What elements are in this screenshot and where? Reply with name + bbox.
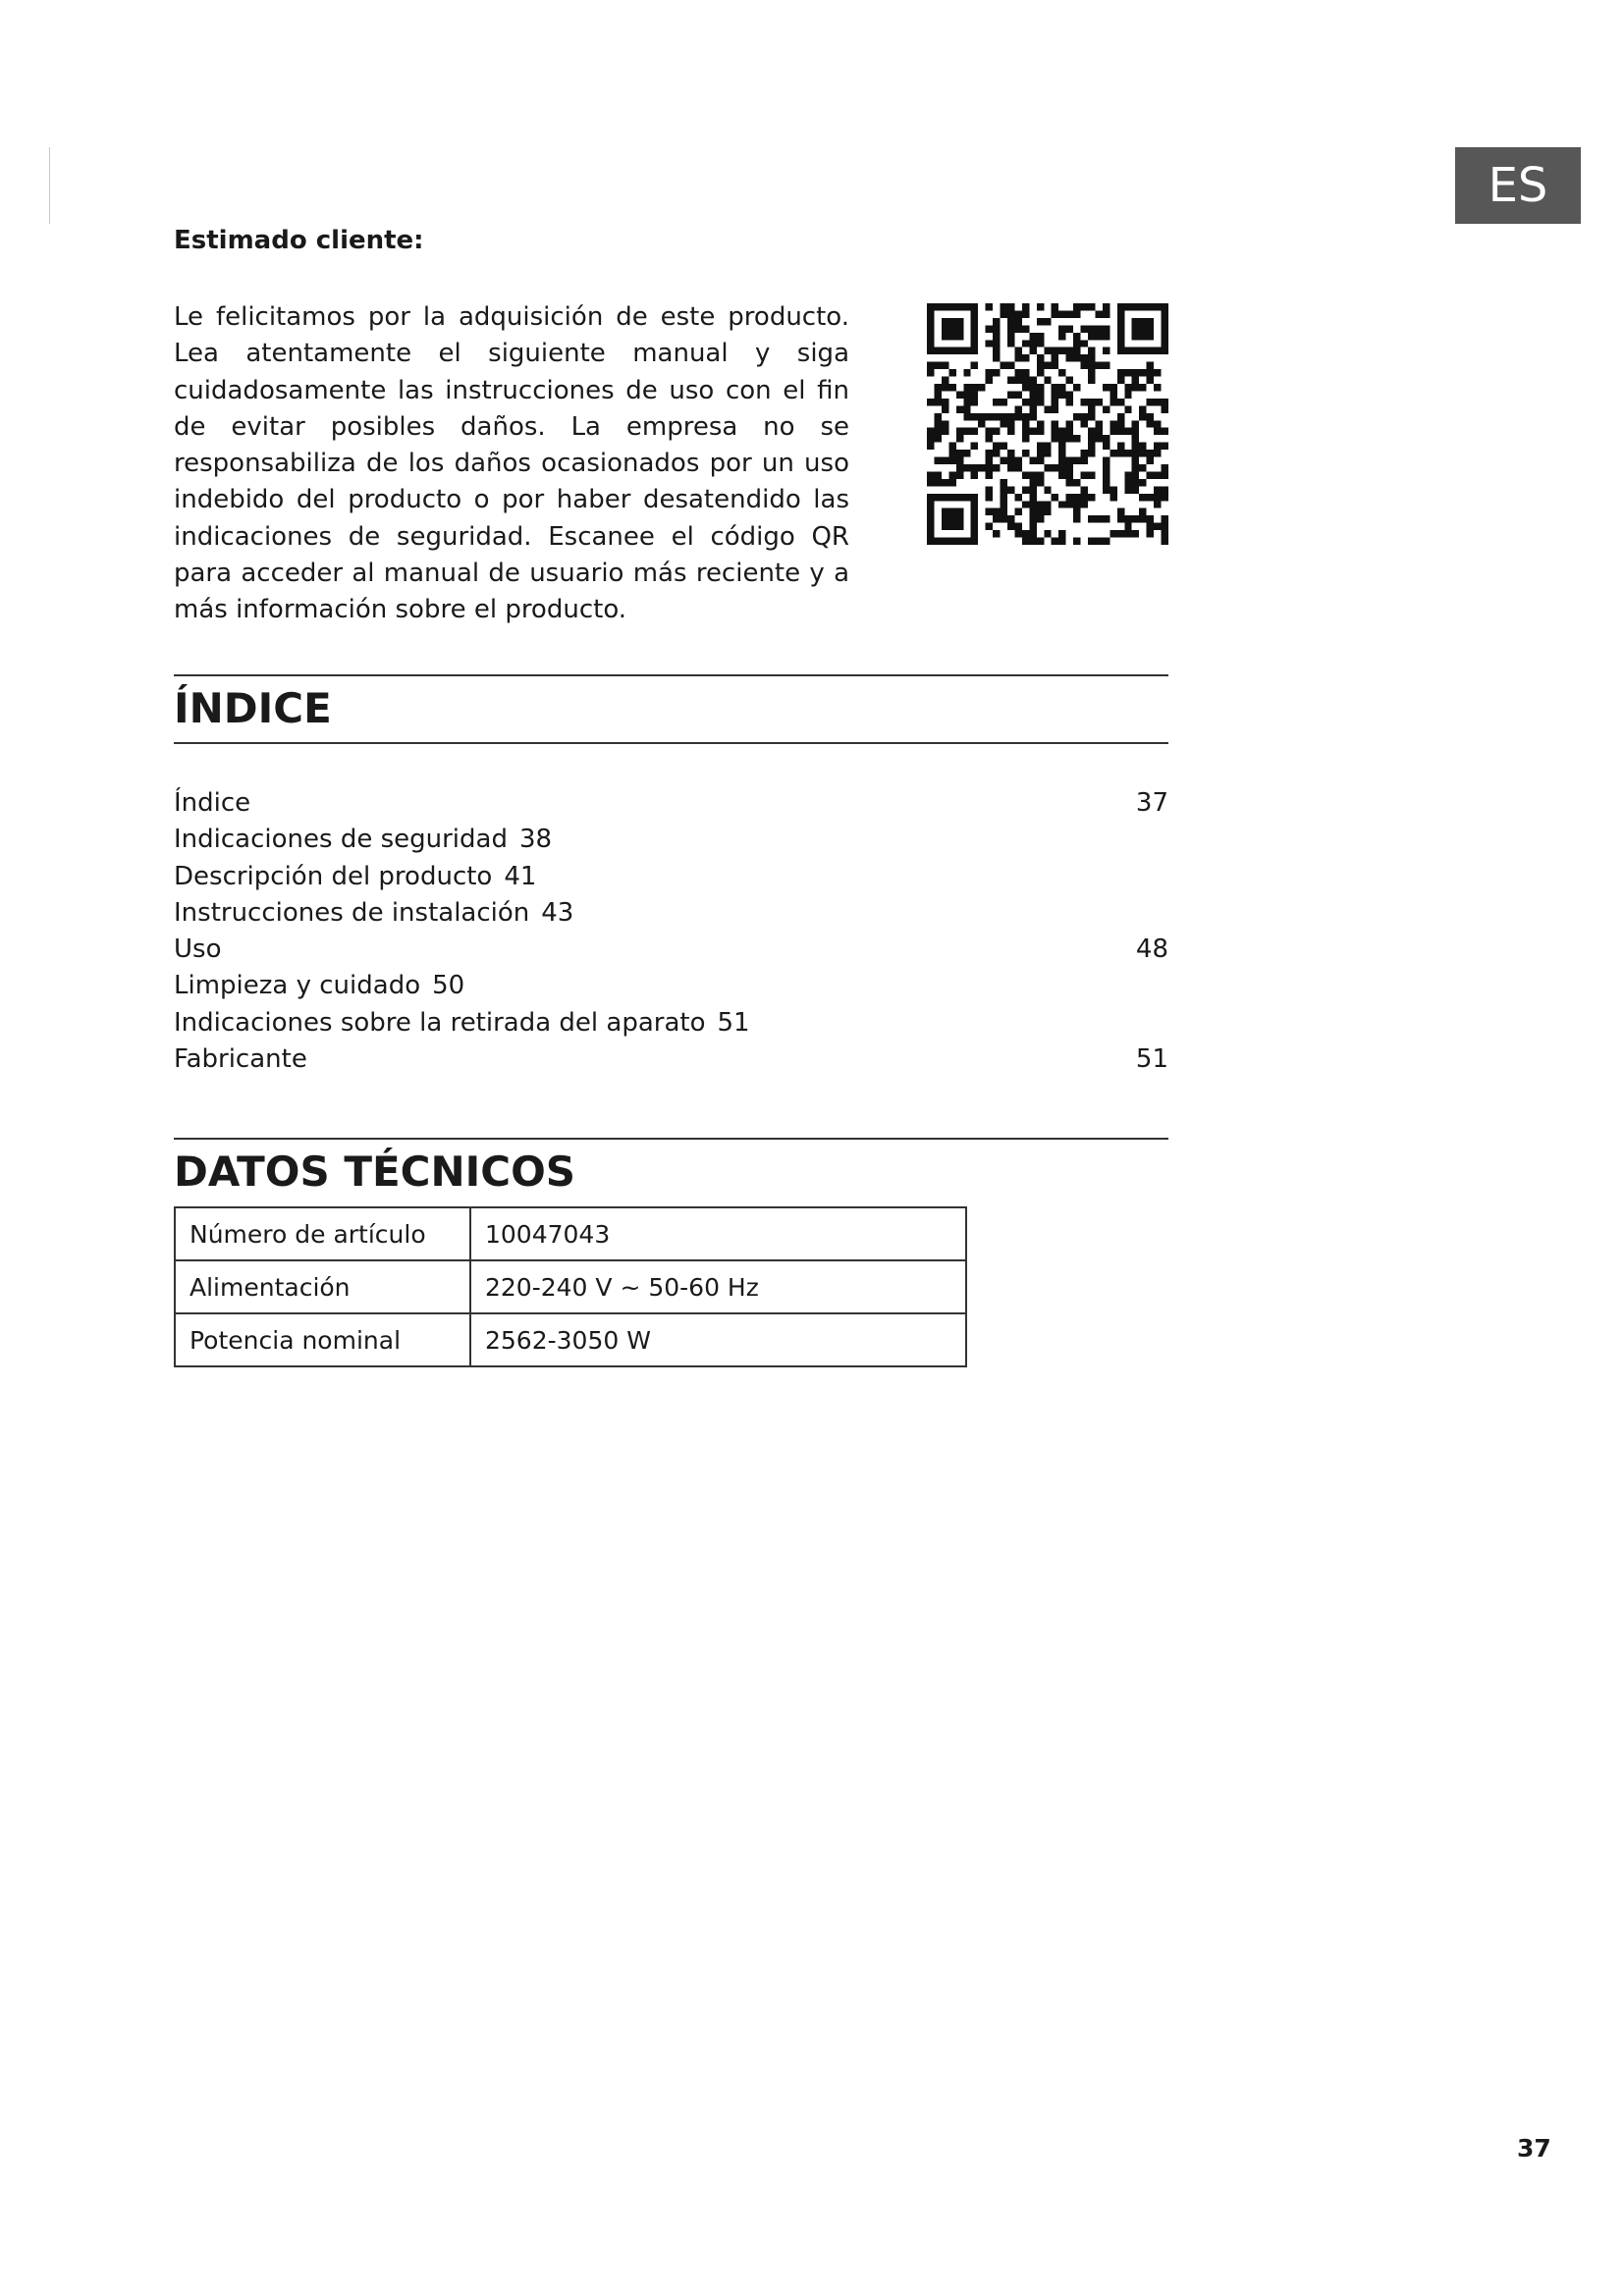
toc-item-indice[interactable]: Índice 37 bbox=[174, 788, 1168, 818]
table-row bbox=[175, 1207, 966, 1260]
specs-title: DATOS TÉCNICOS bbox=[174, 1148, 576, 1196]
intro-paragraph: Le felicitamos por la adquisición de este producto. Lea atentamente el siguiente manual y siga cuidadosamente las instrucciones de uso con el fin de evitar posibles daños. La empresa no se responsabiliza de los daños ocasionados por un uso indebido del producto o por haber desatendido las indicaciones de seguridad. Escanee el código QR para acceder al manual de usuario más reciente y a más información sobre el producto. bbox=[174, 302, 849, 625]
index-bottom-rule bbox=[174, 742, 1168, 744]
table-row bbox=[175, 1260, 966, 1313]
spec-value: 10047043 bbox=[470, 1207, 966, 1260]
greeting: Estimado cliente: bbox=[174, 226, 424, 255]
spec-label: Número de artículo bbox=[175, 1207, 470, 1260]
qr-code-icon bbox=[927, 302, 1168, 546]
margin-line bbox=[49, 147, 50, 224]
spec-label: Alimentación bbox=[175, 1260, 470, 1313]
page-number: 37 bbox=[1517, 2134, 1551, 2163]
spec-label: Potencia nominal bbox=[175, 1313, 470, 1366]
spec-value: 220-240 V ~ 50-60 Hz bbox=[470, 1260, 966, 1313]
spec-value: 2562-3050 W bbox=[470, 1313, 966, 1366]
index-title: ÍNDICE bbox=[174, 684, 332, 732]
toc-item-indicaciones-seguridad[interactable]: Indicaciones de seguridad 38 bbox=[174, 825, 553, 855]
toc-item-descripcion-producto[interactable]: Descripción del producto 41 bbox=[174, 861, 537, 891]
specs-table bbox=[174, 1206, 967, 1367]
table-of-contents bbox=[174, 785, 1168, 1078]
index-top-rule bbox=[174, 674, 1168, 676]
toc-item-limpieza-cuidado[interactable]: Limpieza y cuidado 50 bbox=[174, 971, 465, 1001]
toc-item-retirada-aparato[interactable]: Indicaciones sobre la retirada del aparato 51 bbox=[174, 1007, 750, 1038]
table-row bbox=[175, 1313, 966, 1366]
specs-top-rule bbox=[174, 1138, 1168, 1140]
toc-item-instrucciones-instalacion[interactable]: Instrucciones de instalación 43 bbox=[174, 897, 574, 928]
language-badge: ES bbox=[1455, 147, 1581, 224]
toc-item-uso[interactable]: Uso 48 bbox=[174, 934, 1168, 965]
toc-item-fabricante[interactable]: Fabricante 51 bbox=[174, 1044, 1168, 1075]
